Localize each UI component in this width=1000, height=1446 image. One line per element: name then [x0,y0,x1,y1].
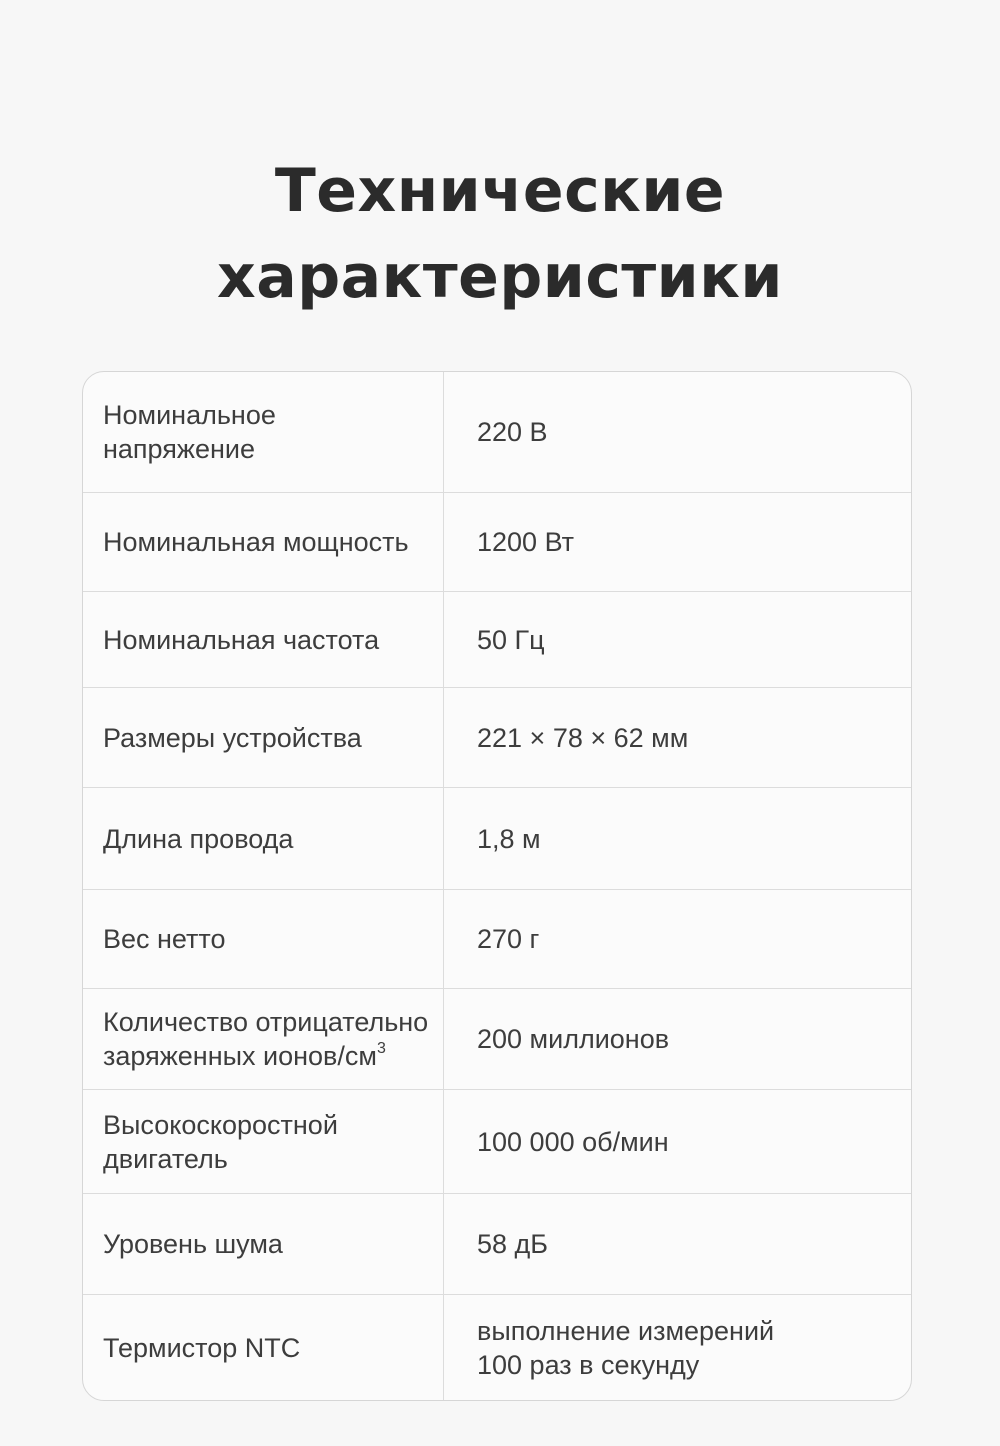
table-row [83,687,911,787]
page-title [0,148,1000,320]
table-row [83,1193,911,1294]
table-row [83,372,911,492]
spec-value: выполнение измерений 100 раз в секунду [477,1315,775,1380]
spec-label-text [103,1005,428,1073]
spec-label: Термистор NTC [83,1295,444,1400]
spec-label: Номинальное напряжение [83,372,444,492]
table-row [83,988,911,1089]
spec-value: 100 000 об/мин [477,1126,669,1157]
spec-value: 200 миллионов [477,1024,670,1054]
spec-value: 50 Гц [477,624,545,655]
spec-label: Номинальная мощность [83,493,444,591]
table-row [83,787,911,889]
spec-value: 270 г [477,924,540,954]
spec-value: 220 В [477,417,548,447]
spec-value: 221 × 78 × 62 мм [477,722,689,753]
table-row [83,1089,911,1193]
table-row [83,492,911,591]
spec-label: Длина провода [83,788,444,889]
spec-value: 58 дБ [477,1229,549,1259]
spec-label-main: Количество отрицательно заряженных ионов/см [103,1007,429,1071]
spec-label: Высокоскоростной двигатель [83,1090,444,1193]
spec-label: Номинальная частота [83,592,444,687]
spec-label-superscript: 3 [376,1040,386,1057]
spec-label [83,989,444,1089]
spec-value: 1,8 м [477,823,541,854]
spec-label: Размеры устройства [83,688,444,787]
spec-label: Уровень шума [83,1194,444,1294]
page-title-line-1: Технические [274,156,726,226]
table-row [83,1294,911,1400]
table-row [83,591,911,687]
page-title-line-2: характеристики [217,242,783,312]
specifications-table [82,371,912,1401]
spec-label: Вес нетто [83,890,444,988]
spec-value: 1200 Вт [477,527,575,557]
table-row [83,889,911,988]
